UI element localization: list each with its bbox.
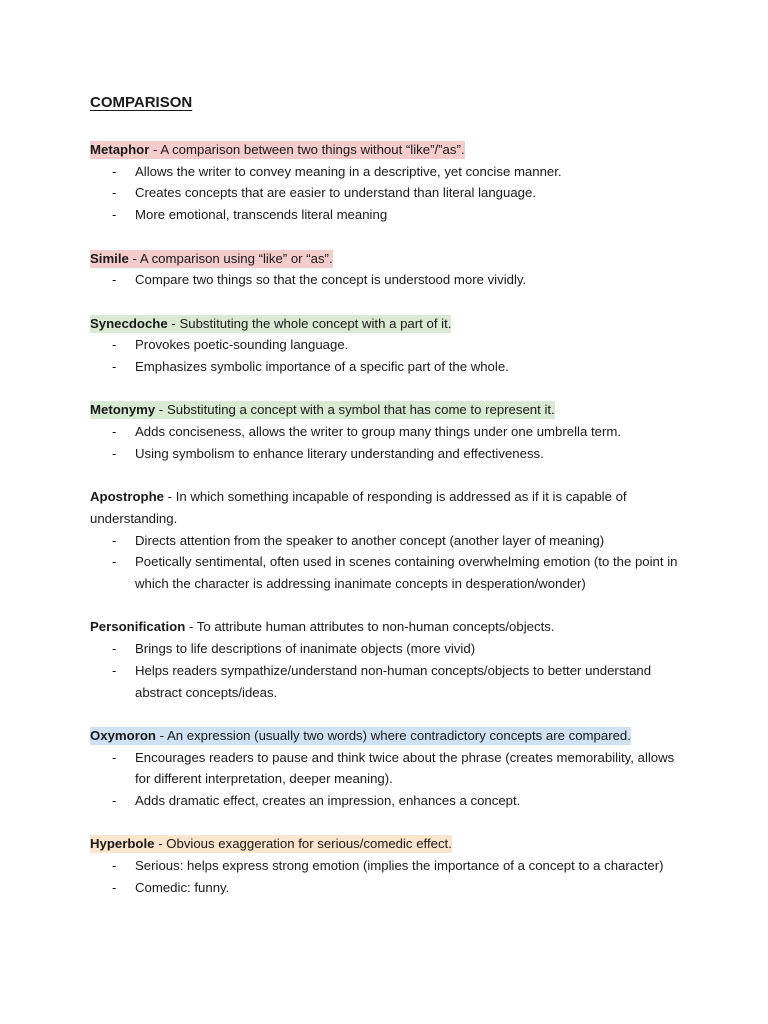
bullet-list [90, 747, 690, 812]
term-name: Hyperbole [90, 836, 155, 852]
term-entry [90, 313, 690, 378]
bullet-item [90, 334, 690, 356]
term-list [90, 139, 690, 899]
bullet-text: Brings to life descriptions of inanimate objects (more vivid) [135, 641, 476, 657]
term-highlight [90, 727, 631, 745]
term-highlight [90, 401, 555, 419]
bullet-list [90, 638, 690, 703]
term-highlight [90, 141, 465, 159]
term-definition-line [90, 139, 690, 161]
dash-bullet-icon: - [112, 424, 117, 440]
term-name: Oxymoron [90, 727, 156, 743]
term-entry [90, 139, 690, 226]
term-separator: - [155, 402, 167, 418]
bullet-text: Directs attention from the speaker to another concept (another layer of meaning) [135, 532, 605, 548]
term-separator: - [128, 250, 140, 266]
term-name: Metaphor [90, 142, 150, 157]
term-definition: Obvious exaggeration for serious/comedic effect. [166, 836, 452, 852]
dash-bullet-icon: - [112, 879, 117, 895]
dash-bullet-icon: - [112, 554, 117, 570]
bullet-text: Provokes poetic-sounding language. [135, 337, 349, 353]
term-name: Synecdoche [90, 315, 168, 331]
document-page [90, 92, 690, 920]
page-title: COMPARISON [90, 94, 193, 111]
dash-bullet-icon: - [112, 163, 117, 179]
dash-bullet-icon: - [112, 532, 117, 548]
term-separator: - [185, 619, 197, 635]
term-definition-line [90, 833, 690, 855]
bullet-item [90, 660, 690, 703]
term-separator: - [167, 315, 180, 331]
bullet-item [90, 443, 690, 465]
dash-bullet-icon: - [112, 337, 117, 353]
term-highlight [90, 618, 555, 636]
bullet-text: Helps readers sympathize/understand non-human concepts/objects to better understand abstract concepts/ideas. [135, 662, 652, 700]
term-definition: Substituting a concept with a symbol that has come to represent it. [166, 402, 555, 418]
term-name: Personification [90, 619, 186, 635]
term-definition-line [90, 486, 690, 529]
dash-bullet-icon: - [112, 207, 117, 223]
bullet-text: Using symbolism to enhance literary understanding and effectiveness. [135, 445, 544, 461]
term-name: Apostrophe [90, 489, 164, 505]
bullet-item [90, 204, 690, 226]
term-definition: A comparison between two things without “like”/”as”. [160, 142, 465, 157]
bullet-text: Serious: helps express strong emotion (implies the importance of a concept to a character) [135, 858, 664, 874]
term-definition-line [90, 399, 690, 421]
term-entry [90, 616, 690, 703]
bullet-item [90, 269, 690, 291]
bullet-text: Creates concepts that are easier to understand than literal language. [135, 185, 537, 201]
bullet-item [90, 638, 690, 660]
dash-bullet-icon: - [112, 793, 117, 808]
bullet-text: Adds dramatic effect, creates an impression, enhances a concept. [135, 793, 521, 808]
term-definition: In which something incapable of responding is addressed as if it is capable of understanding. [90, 489, 627, 526]
dash-bullet-icon: - [112, 749, 117, 765]
bullet-list [90, 855, 690, 898]
term-separator: - [154, 836, 167, 852]
term-name: Metonymy [90, 402, 156, 418]
bullet-item [90, 855, 690, 877]
term-separator: - [155, 727, 167, 743]
term-definition-line [90, 313, 690, 335]
bullet-item [90, 747, 690, 790]
bullet-item [90, 182, 690, 204]
bullet-text: More emotional, transcends literal meaning [135, 207, 388, 223]
bullet-item [90, 790, 690, 812]
dash-bullet-icon: - [112, 858, 117, 874]
bullet-item [90, 877, 690, 899]
dash-bullet-icon: - [112, 359, 117, 374]
bullet-list [90, 269, 690, 291]
bullet-text: Allows the writer to convey meaning in a descriptive, yet concise manner. [135, 163, 562, 179]
bullet-item [90, 356, 690, 378]
bullet-list [90, 530, 690, 595]
dash-bullet-icon: - [112, 185, 117, 201]
bullet-list [90, 421, 690, 464]
bullet-text: Encourages readers to pause and think twice about the phrase (creates memorability, allows for different interpretation, deeper meaning). [135, 749, 675, 787]
bullet-item [90, 421, 690, 443]
term-definition: To attribute human attributes to non-human concepts/objects. [196, 619, 555, 635]
bullet-text: Poetically sentimental, often used in scenes containing overwhelming emotion (to the point in which the character is addressing inanimate concepts in desperation/wonder) [135, 554, 678, 591]
dash-bullet-icon: - [112, 445, 117, 461]
bullet-list [90, 161, 690, 226]
term-definition-line [90, 725, 690, 747]
term-entry [90, 833, 690, 898]
term-definition: A comparison using “like” or “as”. [139, 250, 333, 266]
dash-bullet-icon: - [112, 272, 117, 288]
bullet-item [90, 551, 690, 594]
bullet-text: Emphasizes symbolic importance of a specific part of the whole. [135, 359, 509, 374]
term-highlight [90, 250, 333, 268]
bullet-list [90, 334, 690, 377]
dash-bullet-icon: - [112, 662, 117, 678]
term-name: Simile [90, 250, 129, 266]
dash-bullet-icon: - [112, 641, 117, 657]
term-definition-line [90, 616, 690, 638]
term-entry [90, 248, 690, 291]
term-highlight [90, 835, 452, 853]
term-highlight [90, 488, 627, 528]
term-entry [90, 725, 690, 812]
bullet-text: Compare two things so that the concept is understood more vividly. [135, 272, 527, 288]
term-separator: - [149, 142, 161, 157]
bullet-text: Comedic: funny. [135, 879, 230, 895]
bullet-text: Adds conciseness, allows the writer to group many things under one umbrella term. [135, 424, 621, 440]
term-definition-line [90, 248, 690, 270]
term-highlight [90, 315, 451, 333]
term-definition: An expression (usually two words) where contradictory concepts are compared. [166, 727, 631, 743]
bullet-item [90, 530, 690, 552]
bullet-item [90, 161, 690, 183]
term-separator: - [164, 489, 176, 505]
term-entry [90, 399, 690, 464]
term-entry [90, 486, 690, 595]
term-definition: Substituting the whole concept with a part of it. [179, 315, 452, 331]
